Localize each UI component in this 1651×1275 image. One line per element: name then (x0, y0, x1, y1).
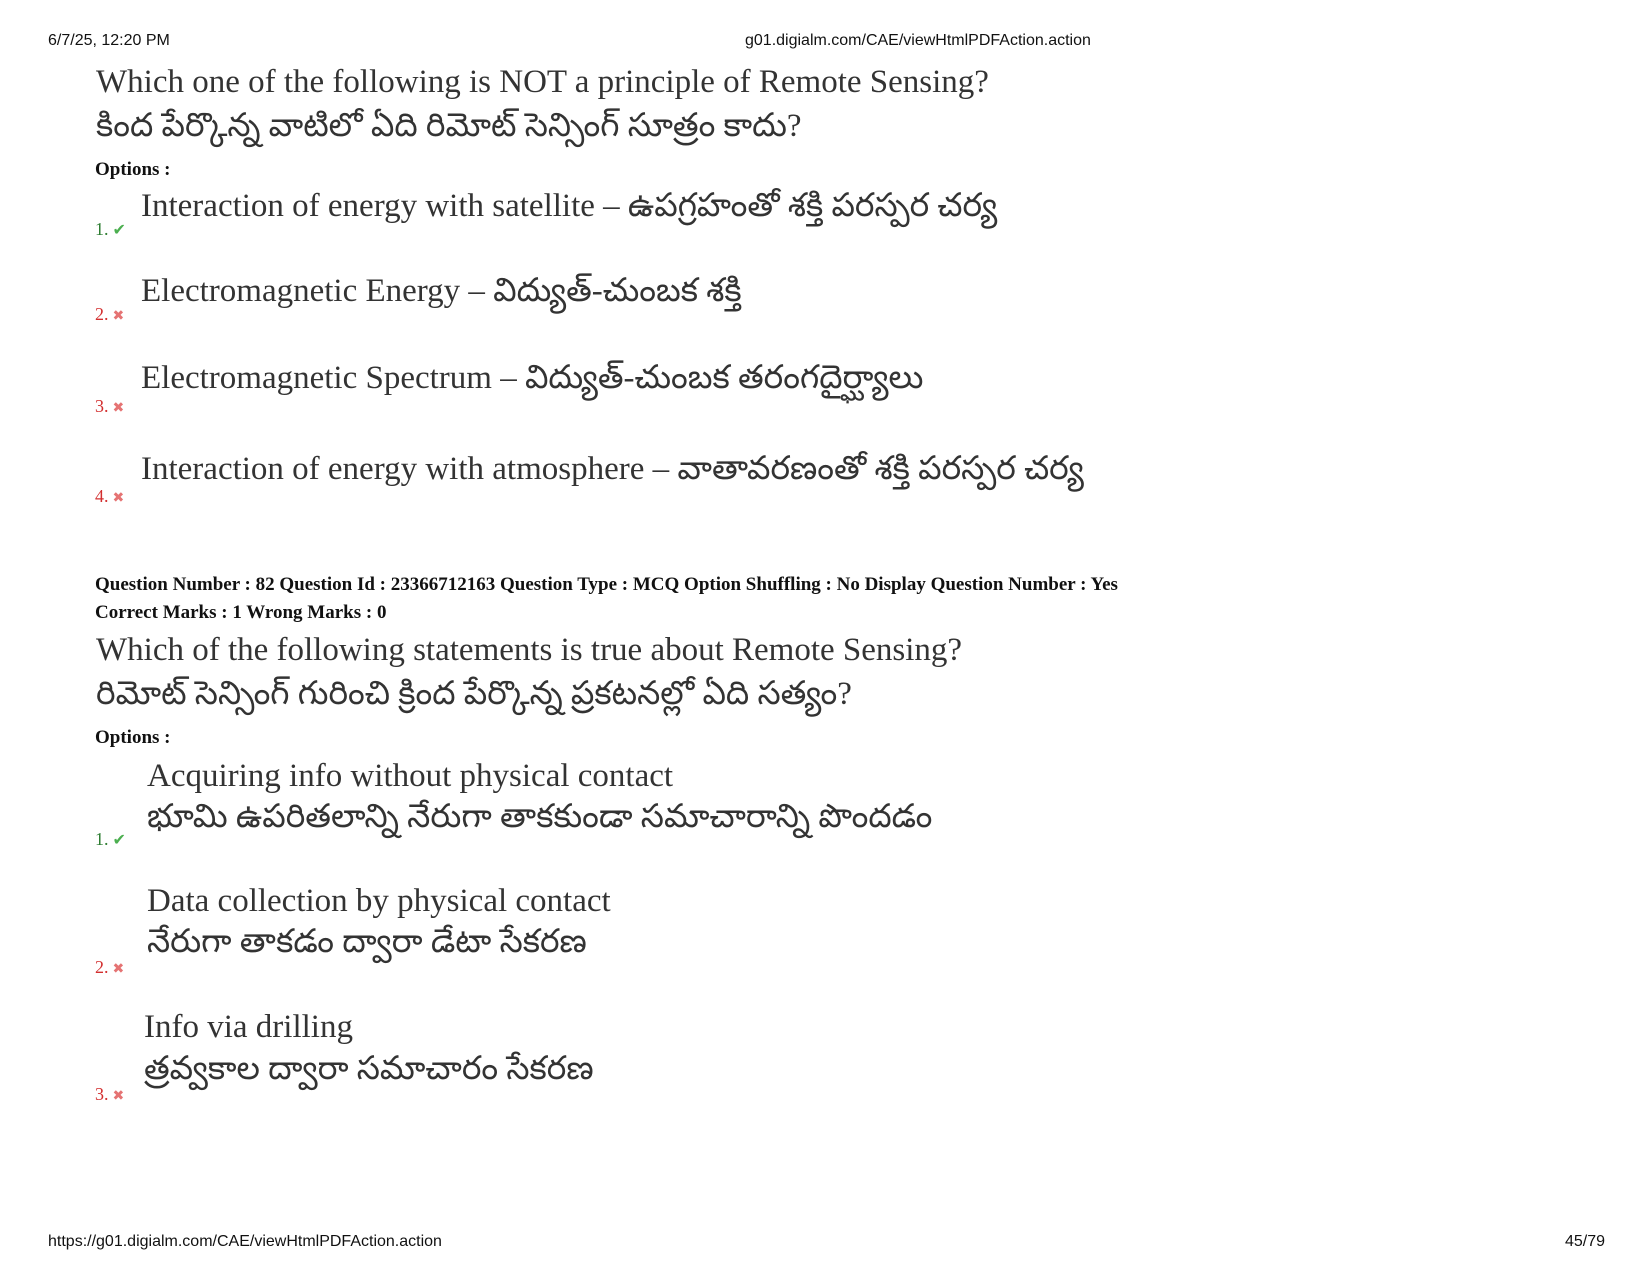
cross-icon: ✖ (112, 1088, 125, 1104)
question-1-option-1-marker (95, 219, 126, 240)
question-1-option-1-text: Interaction of energy with satellite – ఉపగ్రహంతో శక్తి పరస్పర చర్య (141, 188, 998, 224)
option-number: 2. (95, 304, 109, 324)
option-number: 3. (95, 396, 109, 416)
cross-icon: ✖ (112, 308, 125, 324)
question-2-option-3-marker (95, 1084, 124, 1105)
question-2-meta-line-2: Correct Marks : 1 Wrong Marks : 0 (95, 602, 387, 623)
question-1-text-english: Which one of the following is NOT a principle of Remote Sensing? (96, 64, 989, 100)
cross-icon: ✖ (112, 490, 125, 506)
option-number: 1. (95, 829, 109, 849)
question-2-option-1-text-english: Acquiring info without physical contact (147, 758, 674, 794)
question-2-options-label: Options : (95, 727, 171, 748)
question-2-option-2-text-telugu: నేరుగా తాకడం ద్వారా డేటా సేకరణ (147, 924, 587, 960)
question-1-option-2-marker (95, 304, 124, 325)
question-1-option-4-marker (95, 486, 124, 507)
option-number: 3. (95, 1084, 109, 1104)
question-1-text-telugu: కింద పేర్కొన్న వాటిలో ఏది రిమోట్ సెన్సింగ్ సూత్రం కాదు? (96, 108, 802, 144)
option-number: 4. (95, 486, 109, 506)
page-number: 45/79 (1565, 1233, 1606, 1250)
question-1-options-label: Options : (95, 159, 171, 180)
question-1-option-4-text: Interaction of energy with atmosphere – వాతావరణంతో శక్తి పరస్పర చర్య (141, 451, 1084, 487)
check-icon: ✔ (112, 220, 126, 239)
question-2-option-3-text-english: Info via drilling (144, 1009, 353, 1045)
question-2-option-3-text-telugu: త్రవ్వకాల ద్వారా సమాచారం సేకరణ (144, 1051, 594, 1087)
cross-icon: ✖ (112, 961, 125, 977)
question-2-text-telugu: రిమోట్ సెన్సింగ్ గురించి క్రింద పేర్కొన్న ప్రకటనల్లో ఏది సత్యం? (96, 676, 852, 712)
question-2-option-2-text-english: Data collection by physical contact (147, 883, 611, 919)
print-page-url: g01.digialm.com/CAE/viewHtmlPDFAction.action (745, 32, 1091, 49)
question-1-option-3-marker (95, 396, 124, 417)
option-number: 1. (95, 219, 109, 239)
question-2-meta-line-1: Question Number : 82 Question Id : 23366712163 Question Type : MCQ Option Shuffling : No Display Question Number : Yes (95, 574, 1118, 595)
question-2-option-2-marker (95, 957, 124, 978)
question-1-option-2-text: Electromagnetic Energy – విద్యుత్-చుంబక శక్తి (141, 273, 742, 309)
footer-url: https://g01.digialm.com/CAE/viewHtmlPDFAction.action (48, 1233, 442, 1250)
check-icon: ✔ (112, 830, 126, 849)
question-2-text-english: Which of the following statements is true about Remote Sensing? (96, 632, 963, 668)
print-datetime: 6/7/25, 12:20 PM (48, 32, 170, 49)
question-2-option-1-text-telugu: భూమి ఉపరితలాన్ని నేరుగా తాకకుండా సమాచారాన్ని పొందడం (147, 799, 933, 835)
question-1-option-3-text: Electromagnetic Spectrum – విద్యుత్-చుంబక తరంగదైర్ఘ్యాలు (141, 360, 924, 396)
question-2-option-1-marker (95, 829, 126, 850)
cross-icon: ✖ (112, 400, 125, 416)
option-number: 2. (95, 957, 109, 977)
